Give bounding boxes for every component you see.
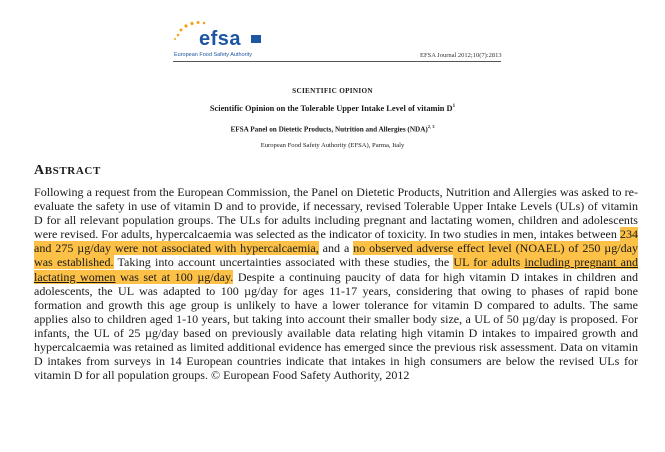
abstract-text: Despite a continuing paucity of data for high vitamin D intakes in children and adolescents, the UL was adapted to 100 µg/day for ages 11-17 years, considering that owing to phases of rapid bone formation and growth this age group is unlikely to have a lower tolerance for vitamin D compared to adults. The same applies also to children aged 1-10 years, but taking into account their smaller body size, a UL of 50 µg/day is proposed. For infants, the UL of 25 µg/day based on previously available data relating high vitamin D intakes to impaired growth and hypercalcaemia was retained as limited additional evidence has emerged since the previous risk assessment. Data on vitamin D intakes from surveys in 14 European countries indicate that intakes in high consumers are below the revised ULs for vitamin D for all population groups. © European Food Safety Authority, 2012 bbox=[34, 269, 638, 383]
affiliation: European Food Safety Authority (EFSA), Parma, Italy bbox=[260, 142, 405, 149]
abstract-text: Taking into account uncertainties associated with these studies, the bbox=[113, 255, 454, 270]
highlight-span: 234 and 275 µg/day were not associated with hypercalcaemia, bbox=[34, 227, 638, 256]
paper-title bbox=[0, 104, 665, 113]
abstract-text: Following a request from the European Commission, the Panel on Dietetic Products, Nutrition and Allergies was asked to re-evaluate the safety in use of vitamin D and to provide, if necessary, revised Tolerable Upper Intake Levels (ULs) of vitamin D for all relevant population groups. The ULs for adults including pregnant and lactating women, children and adolescents were revised. For adults, hypercalcaemia was selected as the indicator of toxicity. In two studies in men, intakes between bbox=[34, 185, 638, 242]
panel-name-text: EFSA Panel on Dietetic Products, Nutrition and Allergies (NDA) bbox=[230, 125, 428, 134]
logo-subtitle: European Food Safety Authority bbox=[174, 52, 252, 58]
highlight-span: was set at 100 µg/day. bbox=[115, 269, 234, 284]
abstract-text: and a bbox=[318, 241, 354, 256]
abstract-heading-first: A bbox=[34, 163, 45, 178]
opinion-type: SCIENTIFIC OPINION bbox=[292, 87, 373, 95]
abstract-body bbox=[34, 185, 638, 382]
header-rule bbox=[173, 61, 501, 62]
highlight-span: UL for adults bbox=[453, 255, 525, 270]
eu-flag-icon bbox=[251, 35, 261, 43]
logo-wordmark: efsa bbox=[199, 28, 242, 50]
abstract-heading bbox=[34, 163, 101, 179]
paper-title-text: Scientific Opinion on the Tolerable Upper Intake Level of vitamin D bbox=[209, 104, 453, 113]
journal-reference: EFSA Journal 2012;10(7):2813 bbox=[420, 52, 502, 59]
panel-name bbox=[0, 124, 665, 133]
page-header bbox=[0, 0, 665, 60]
highlight-span: no observed adverse effect level (NOAEL) of 250 µg/day was established. bbox=[34, 241, 638, 270]
highlight-underlined-span: including pregnant and lactating women bbox=[34, 255, 638, 284]
title-footnote-marker: 1 bbox=[452, 104, 456, 110]
abstract-heading-rest: BSTRACT bbox=[44, 165, 101, 177]
panel-footnote-marker: 2, 3 bbox=[427, 124, 435, 129]
efsa-logo bbox=[172, 20, 262, 56]
